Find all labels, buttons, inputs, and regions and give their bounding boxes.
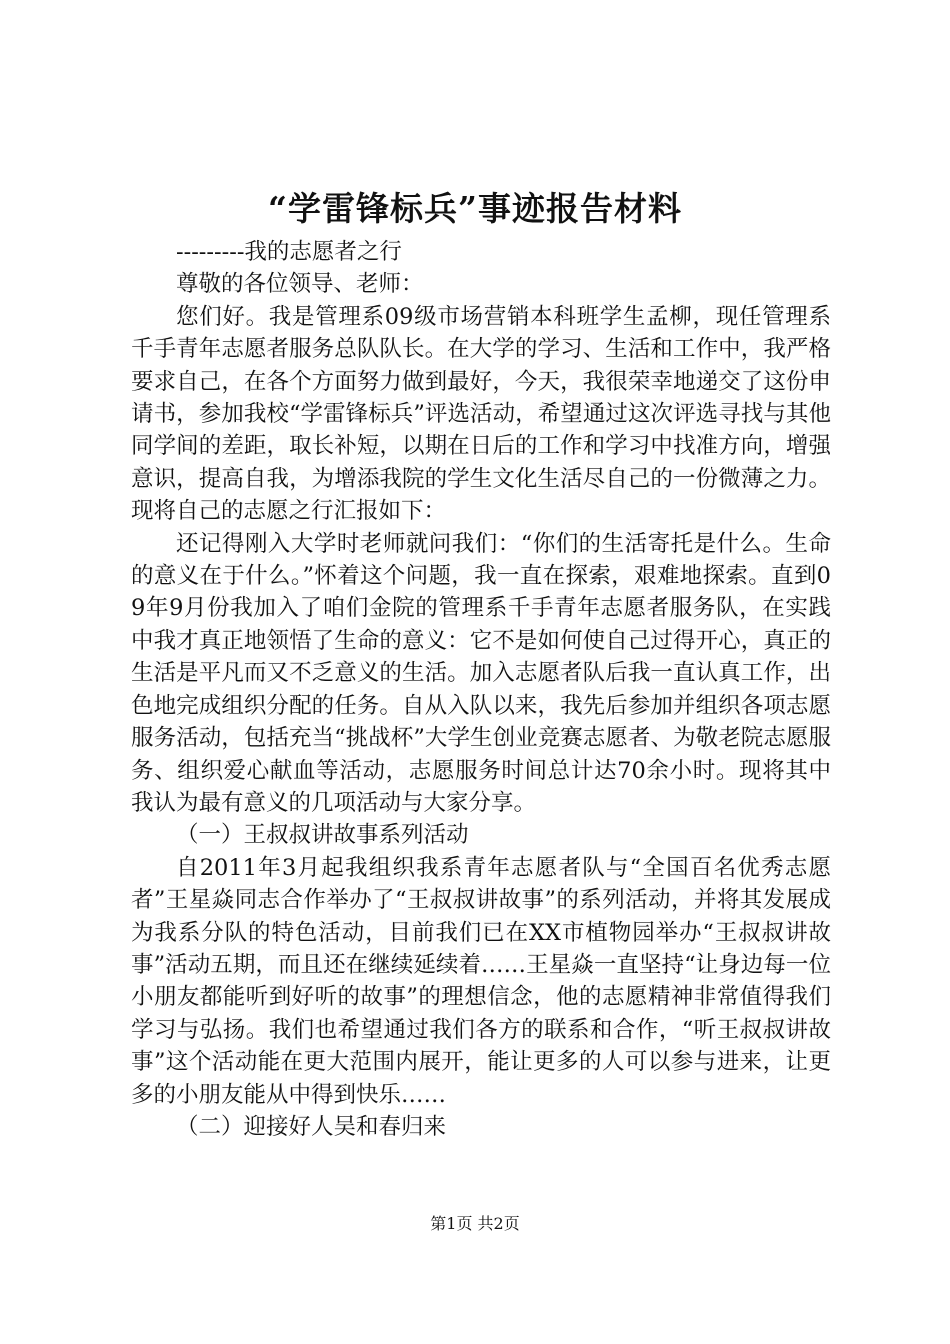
section-heading-1: （一）王叔叔讲故事系列活动 <box>176 822 469 849</box>
paragraph-meaning: 还记得刚入大学时老师就问我们：“你们的生活寄托是什么。生命的意义在于什么。”怀着这个问题，我一直在探索，艰难地探索。直到09年9月份我加入了咱们金院的管理系千手青年志愿者服务队，在实践中我才真正地领悟了生命的意义：它不是如何使自己过得开心，真正的生活是平凡而又不乏意义的生活。加入志愿者队后我一直认真工作，出色地完成组织分配的任务。自从入队以来，我先后参加并组织各项志愿服务活动，包括充当“挑战杯”大学生创业竞赛志愿者、为敬老院志愿服务、组织爱心献血等活动，志愿服务时间总计达70余小时。现将其中我认为最有意义的几项活动与大家分享。 <box>131 530 831 816</box>
document-subtitle: ---------我的志愿者之行 <box>176 239 402 265</box>
section-text-1: 自2011年3月起我组织我系青年志愿者队与“全国百名优秀志愿者”王星焱同志合作举办了“王叔叔讲故事”的系列活动，并将其发展成为我系分队的特色活动，目前我们已在XX市植物园举办“王叔叔讲故事”活动五期，而且还在继续延续着……王星焱一直坚持“让身边每一位小朋友都能听到好听的故事”的理想信念，他的志愿精神非常值得我们学习与弘扬。我们也希望通过我们各方的联系和合作，“听王叔叔讲故事”这个活动能在更大范围内展开，能让更多的人可以参与进来，让更多的小朋友能从中得到快乐…… <box>131 854 831 1108</box>
paragraph-intro: 您们好。我是管理系09级市场营销本科班学生孟柳，现任管理系千手青年志愿者服务总队队长。在大学的学习、生活和工作中，我严格要求自己，在各个方面努力做到最好，今天，我很荣幸地递交了这份申请书，参加我校“学雷锋标兵”评选活动，希望通过这次评选寻找与其他同学间的差距，取长补短，以期在日后的工作和学习中找准方向，增强意识，提高自我，为增添我院的学生文化生活尽自己的一份微薄之力。现将自己的志愿之行汇报如下： <box>131 303 831 525</box>
section-heading-2: （二）迎接好人吴和春归来 <box>176 1113 447 1140</box>
salutation: 尊敬的各位领导、老师： <box>176 271 424 298</box>
page-number-footer: 第1页 共2页 <box>430 1214 520 1233</box>
document-title: “学雷锋标兵”事迹报告材料 <box>268 189 682 228</box>
document-body <box>131 236 831 1143</box>
